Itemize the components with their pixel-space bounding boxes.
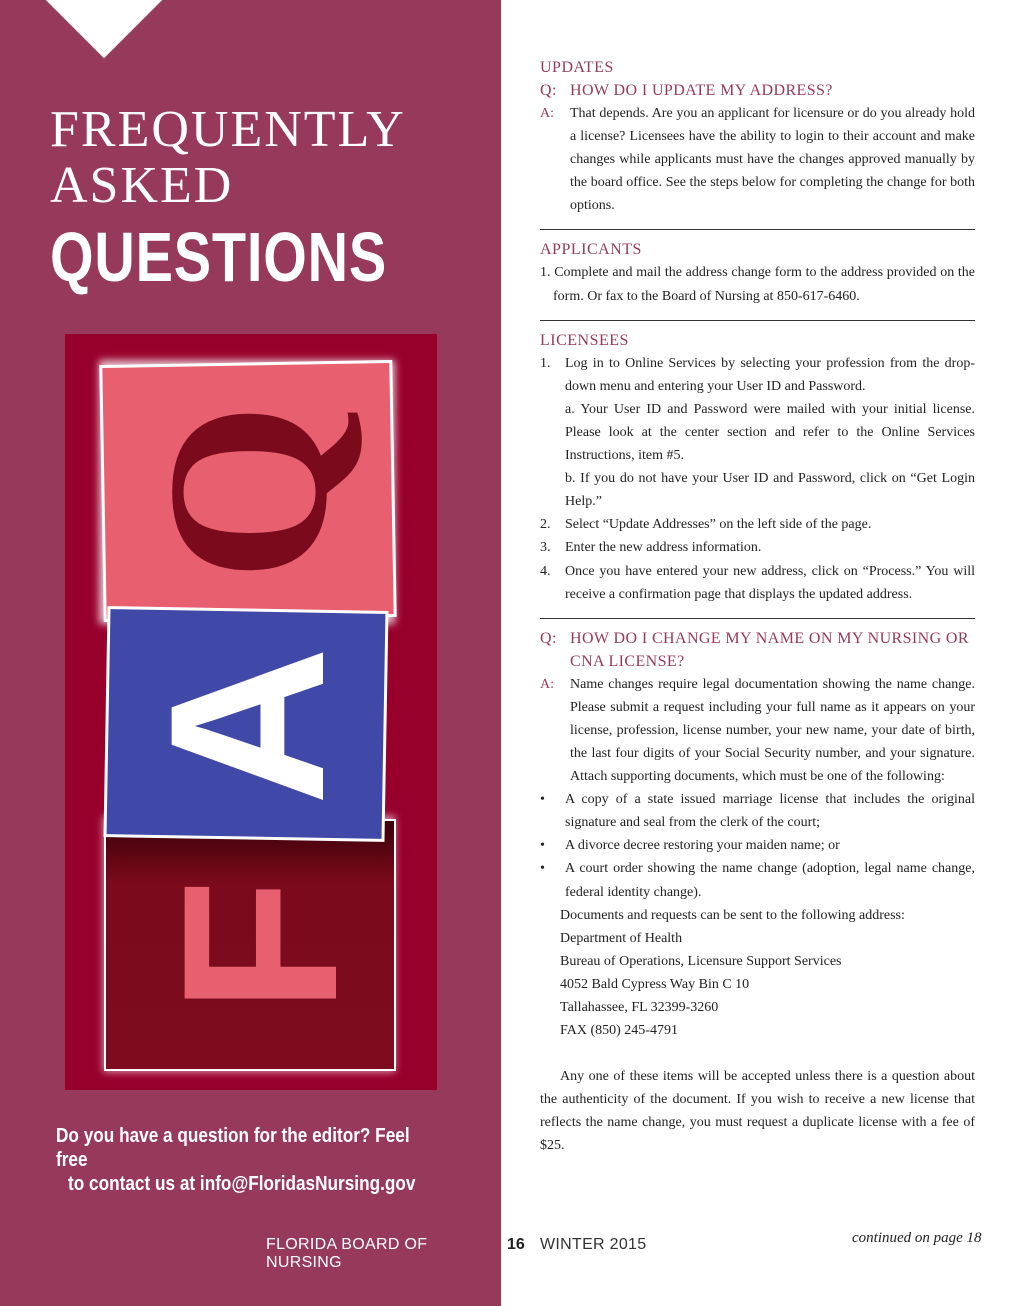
bullet-text: A copy of a state issued marriage license that includes the original signature and seal from the clerk of the court;	[565, 792, 975, 831]
licensee-step	[540, 560, 975, 606]
step-text: Select “Update Addresses” on the left side of the page.	[565, 517, 872, 533]
section-licensees: LICENSEES	[540, 331, 629, 349]
step-number: 1.	[540, 355, 551, 371]
divider	[540, 229, 975, 230]
address-intro: Documents and requests can be sent to the following address:	[560, 907, 905, 923]
step-text: Enter the new address information.	[565, 540, 762, 556]
letter-q: Q	[119, 402, 375, 582]
question-name-change	[540, 627, 975, 673]
bullet-text: A divorce decree restoring your maiden name; or	[565, 838, 840, 854]
heading-asked: ASKED	[50, 157, 234, 214]
editor-line-2: to contact us at info@FloridasNursing.gov	[68, 1173, 416, 1195]
answer-text: That depends. Are you an applicant for licensure or do you already hold a license? Licensees have the ability to login to their account and make changes while applicants must have the changes approved manually by the board office. See the steps below for completing the change for both options.	[570, 106, 975, 214]
address-line: Tallahassee, FL 32399-3260	[560, 1000, 719, 1015]
bullet-dot: •	[540, 861, 545, 877]
bullet-dot: •	[540, 838, 545, 854]
address-line: Bureau of Operations, Licensure Support Services	[560, 953, 842, 969]
letter-f: F	[137, 878, 383, 1014]
section-updates: UPDATES	[540, 59, 614, 76]
editor-contact-note	[56, 1124, 434, 1196]
continued-note: continued on page 18	[852, 1230, 982, 1246]
letter-a: A	[124, 646, 370, 806]
licensee-step	[540, 536, 975, 559]
step-number: 4.	[540, 563, 551, 579]
address-line: 4052 Bald Cypress Way Bin C 10	[560, 976, 750, 992]
answer-text: Name changes require legal documentation showing the name change. Please submit a request including your full name as it appears on your license, profession, license number, your new name, your date of birth, the last four digits of your Social Security number, and your signature. Attach supporting documents, which must be one of the following:	[570, 676, 975, 785]
address-block	[540, 904, 975, 1043]
divider	[540, 618, 975, 619]
answer-address	[540, 102, 975, 217]
address-line: FAX (850) 245-4791	[560, 1023, 678, 1039]
page-number: 16	[507, 1236, 525, 1253]
step-number: 3.	[540, 540, 551, 556]
faq-illustration	[65, 334, 437, 1090]
bullet-text: A court order showing the name change (adoption, legal name change, federal identity change).	[565, 861, 975, 900]
bullet-dot: •	[540, 792, 545, 808]
left-panel	[0, 0, 501, 1306]
closing-paragraph: Any one of these items will be accepted unless there is a question about the authenticity of the document. If you wish to receive a new license that reflects the name change, you must request a duplicate license with a fee of $25.	[540, 1069, 975, 1154]
applicants-step: 1. Complete and mail the address change form to the address provided on the form. Or fax to the Board of Nursing at 850-617-6460.	[540, 265, 975, 304]
licensee-step	[540, 513, 975, 536]
step-number: 2.	[540, 517, 551, 533]
bullet-item	[540, 788, 975, 834]
question-text: HOW DO I CHANGE MY NAME ON MY NURSING OR CNA LICENSE?	[570, 629, 969, 670]
a-label: A:	[540, 106, 554, 121]
licensee-substep-b: b. If you do not have your User ID and Password, click on “Get Login Help.”	[565, 471, 975, 510]
editor-line-1: Do you have a question for the editor? Feel free	[56, 1125, 410, 1171]
q-label: Q:	[540, 82, 557, 99]
question-text: HOW DO I UPDATE MY ADDRESS?	[570, 82, 833, 99]
step-text: Log in to Online Services by selecting your profession from the drop-down menu and entering your User ID and Password.	[565, 355, 975, 394]
answer-name-change	[540, 673, 975, 788]
question-address	[540, 79, 975, 102]
licensee-substep-a: a. Your User ID and Password were mailed with your initial license. Please look at the center section and refer to the Online Services Instructions, item #5.	[565, 401, 975, 464]
divider	[540, 320, 975, 321]
bullet-item	[540, 857, 975, 903]
heading-questions: QUESTIONS	[50, 218, 388, 296]
q-label: Q:	[540, 629, 557, 647]
section-applicants: APPLICANTS	[540, 241, 642, 259]
licensee-step	[540, 352, 975, 398]
bullet-item	[540, 834, 975, 857]
address-line: Department of Health	[560, 930, 683, 946]
issue-label: WINTER 2015	[540, 1236, 647, 1253]
diamond-decoration	[42, 0, 166, 58]
heading-frequently: FREQUENTLY	[50, 101, 406, 158]
faq-blocks-graphic	[65, 334, 437, 1090]
step-text: Once you have entered your new address, click on “Process.” You will receive a confirmation page that displays the updated address.	[565, 563, 975, 602]
article-column	[540, 56, 975, 1158]
footer-publication: FLORIDA BOARD OF NURSING	[266, 1236, 428, 1271]
a-label: A:	[540, 676, 554, 692]
